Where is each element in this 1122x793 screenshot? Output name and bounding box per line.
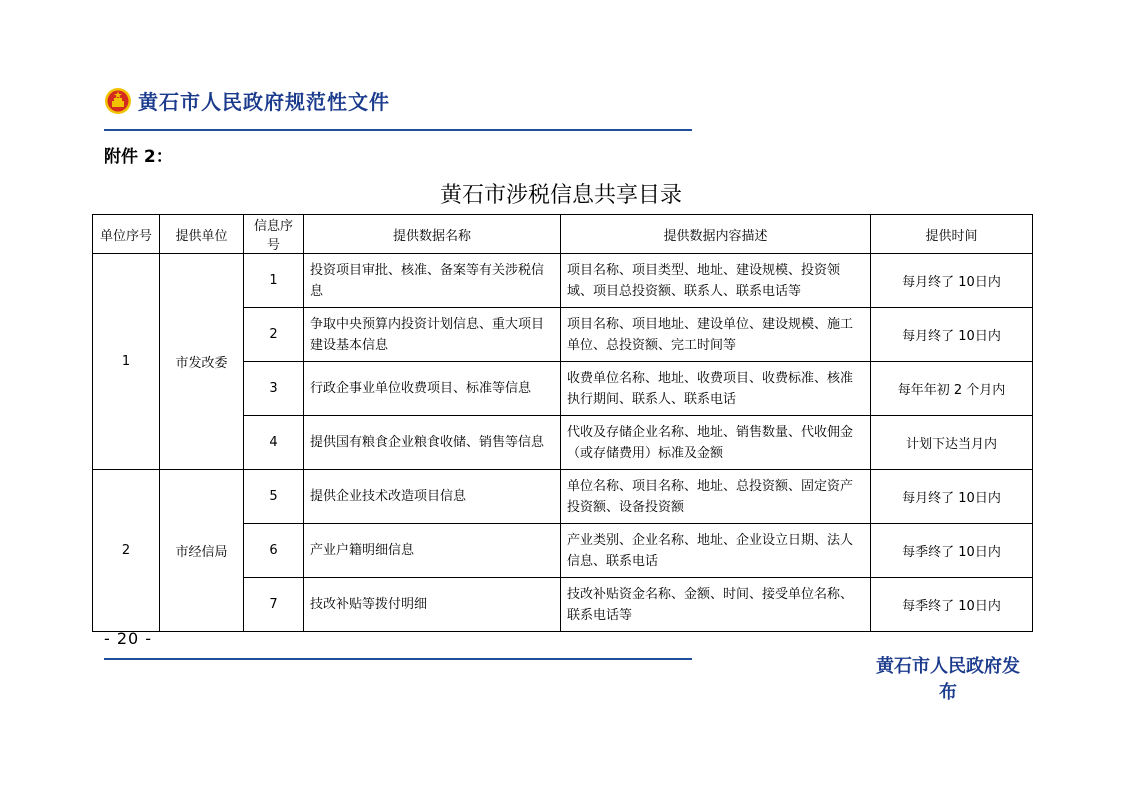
data-description-cell: 产业类别、企业名称、地址、企业设立日期、法人信息、联系电话: [561, 524, 871, 578]
table-row: [93, 470, 1033, 524]
info-number-cell: 7: [244, 578, 304, 632]
column-header: 提供时间: [871, 215, 1033, 254]
column-header: 信息序号: [244, 215, 304, 254]
unit-name-cell: 市经信局: [160, 470, 244, 632]
data-name-cell: 争取中央预算内投资计划信息、重大项目建设基本信息: [304, 308, 561, 362]
provide-time-cell: 每季终了 10日内: [871, 524, 1033, 578]
info-number-cell: 3: [244, 362, 304, 416]
data-description-cell: 代收及存储企业名称、地址、销售数量、代收佣金（或存储费用）标准及金额: [561, 416, 871, 470]
table-row: [93, 254, 1033, 308]
data-name-cell: 提供企业技术改造项目信息: [304, 470, 561, 524]
info-number-cell: 6: [244, 524, 304, 578]
provide-time-cell: 每季终了 10日内: [871, 578, 1033, 632]
unit-name-cell: 市发改委: [160, 254, 244, 470]
info-number-cell: 2: [244, 308, 304, 362]
attachment-label: 附件 2：: [104, 147, 173, 167]
page-number: - 20 -: [104, 629, 153, 648]
data-description-cell: 技改补贴资金名称、金额、时间、接受单位名称、联系电话等: [561, 578, 871, 632]
document-title: 黄石市涉税信息共享目录: [439, 183, 682, 208]
unit-number-cell: 1: [93, 254, 160, 470]
data-name-cell: 提供国有粮食企业粮食收储、销售等信息: [304, 416, 561, 470]
column-header: 提供数据名称: [304, 215, 561, 254]
data-description-cell: 项目名称、项目类型、地址、建设规模、投资领域、项目总投资额、联系人、联系电话等: [561, 254, 871, 308]
info-number-cell: 4: [244, 416, 304, 470]
header-title: 黄石市人民政府规范性文件: [138, 90, 390, 114]
data-description-cell: 项目名称、项目地址、建设单位、建设规模、施工单位、总投资额、完工时间等: [561, 308, 871, 362]
column-header: 单位序号: [93, 215, 160, 254]
footer-divider: [104, 658, 692, 660]
column-header: 提供数据内容描述: [561, 215, 871, 254]
provide-time-cell: 计划下达当月内: [871, 416, 1033, 470]
provide-time-cell: 每月终了 10日内: [871, 470, 1033, 524]
national-emblem-icon: [104, 87, 132, 115]
data-description-cell: 单位名称、项目名称、地址、总投资额、固定资产投资额、设备投资额: [561, 470, 871, 524]
info-number-cell: 1: [244, 254, 304, 308]
data-name-cell: 投资项目审批、核准、备案等有关涉税信息: [304, 254, 561, 308]
provide-time-cell: 每年年初 2 个月内: [871, 362, 1033, 416]
document-header: [104, 86, 390, 115]
provide-time-cell: 每月终了 10日内: [871, 308, 1033, 362]
data-description-cell: 收费单位名称、地址、收费项目、收费标准、核准执行期间、联系人、联系电话: [561, 362, 871, 416]
table-header-row: [93, 215, 1033, 254]
data-name-cell: 行政企事业单位收费项目、标准等信息: [304, 362, 561, 416]
info-number-cell: 5: [244, 470, 304, 524]
unit-number-cell: 2: [93, 470, 160, 632]
header-divider: [104, 129, 692, 131]
data-name-cell: 产业户籍明细信息: [304, 524, 561, 578]
column-header: 提供单位: [160, 215, 244, 254]
data-name-cell: 技改补贴等拨付明细: [304, 578, 561, 632]
tax-info-table: [92, 214, 1033, 632]
provide-time-cell: 每月终了 10日内: [871, 254, 1033, 308]
publisher-label: 黄石市人民政府发布: [876, 656, 1020, 703]
